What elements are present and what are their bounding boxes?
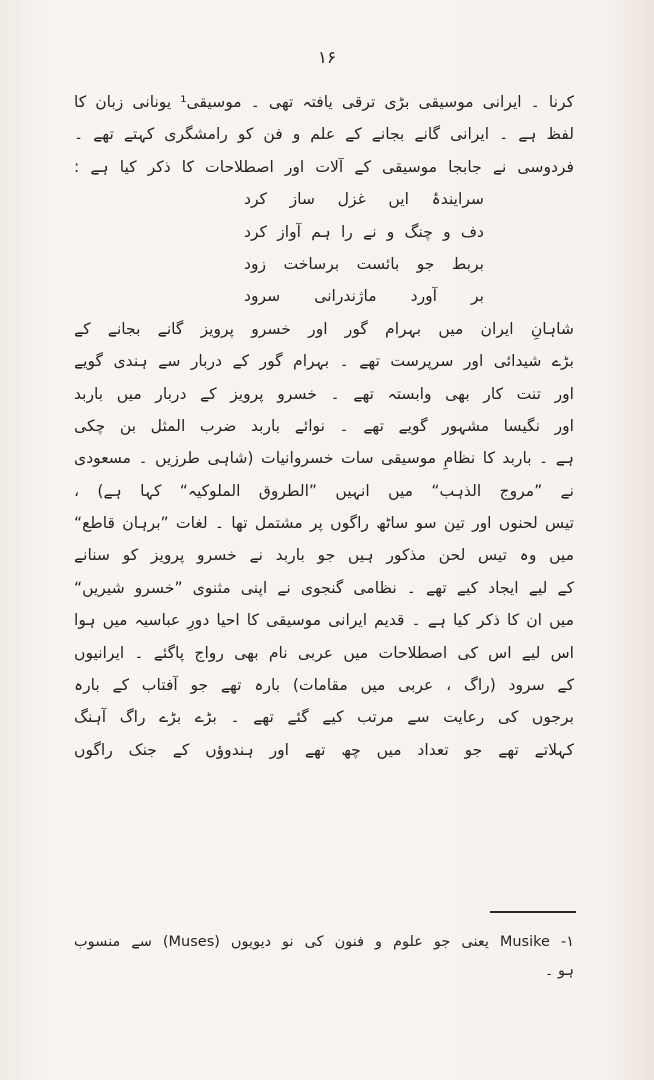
text-line: اور نگیسا مشہور گویے تھے ۔ نوائے باربد ضرب المثل بن چکی xyxy=(74,416,574,435)
body-text xyxy=(74,86,574,766)
text-line: کہلاتے تھے جو تعداد میں چھ تھے اور ہندوؤں کے جنک راگوں xyxy=(74,740,574,759)
verse-line: سرایندۂ ایں غزل ساز کرد xyxy=(244,190,484,209)
footnote-line: ہو ۔ xyxy=(544,963,574,979)
text-line: اس لیے اس کی اصطلاحات میں عربی نام بھی رواج پاگئے ۔ ایرانیوں xyxy=(74,643,574,662)
text-line: کرنا ۔ ایرانی موسیقی بڑی ترقی یافتہ تھی ۔ موسیقی¹ یونانی زبان کا xyxy=(74,93,574,111)
text-line: میں ان کا ذکر کیا ہے ۔ قدیم ایرانی موسیقی کا احیا دورِ عباسیہ میں ہوا xyxy=(74,611,574,630)
verse-line: دف و چنگ و نے را ہم آواز کرد xyxy=(244,222,484,241)
verse-line: بر آورد ماژندرانی سرود xyxy=(244,287,484,306)
text-line: شاہانِ ایران میں بہرام گور اور خسرو پرویز گانے بجانے کے xyxy=(74,319,574,338)
text-line: فردوسی نے جابجا موسیقی کے آلات اور اصطلاحات کا ذکر کیا ہے : xyxy=(74,157,574,176)
text-line: برجوں کی رعایت سے مرتب کیے گئے تھے ۔ بڑے بڑے راگ آہنگ xyxy=(74,708,574,727)
page-number: ۱۶ xyxy=(317,48,337,68)
text-line: کے سرود (راگ ، عربی میں مقامات) بارہ تھے جو آفتاب کے بارہ xyxy=(74,676,574,695)
verse-line: بربط جو بائست برساخت زود xyxy=(244,254,484,273)
text-line: لفظ ہے ۔ ایرانی گانے بجانے کے علم و فن کو رامشگری کہتے تھے ۔ xyxy=(74,125,574,144)
footnote-divider xyxy=(490,911,576,913)
text-line: کے لیے ایجاد کیے تھے ۔ نظامی گنجوی نے اپنی مثنوی ”خسرو شیریں“ xyxy=(74,578,574,597)
text-line: اور تنت کار بھی وابستہ تھے ۔ خسرو پرویز کے دربار میں باربد xyxy=(74,384,574,403)
footnote-line: ۱- Musike یعنی جو علوم و فنون کی نو دیویوں (Muses) سے منسوب xyxy=(74,934,574,950)
text-line: میں وہ تیس لحن مذکور ہیں جو باربد نے خسرو پرویز کو سنانے xyxy=(74,546,574,565)
text-line: بڑے شیدائی اور سرپرست تھے ۔ بہرام گور کے دربار سے ہندی گویے xyxy=(74,352,574,371)
text-line: تیس لحنوں اور تین سو ساٹھ راگوں پر مشتمل تھا ۔ لغات ”برہان قاطع“ xyxy=(74,514,574,533)
footnotes xyxy=(74,928,574,986)
text-line: نے ”مروج الذہب“ میں انہیں ”الطروق الملوکیہ“ کہا ہے) ، xyxy=(74,481,574,500)
text-line: ہے ۔ باربد کا نظامِ موسیقی سات خسروانیات (شاہی طرزیں ۔ مسعودی xyxy=(74,449,574,468)
